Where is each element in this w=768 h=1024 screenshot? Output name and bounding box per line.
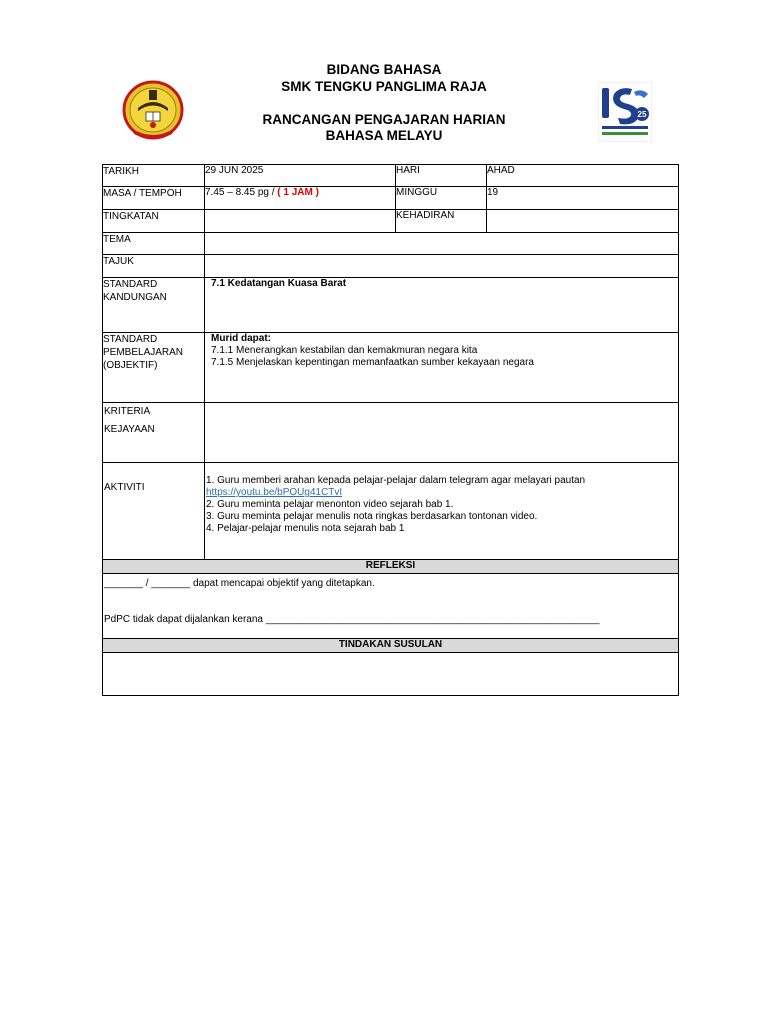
activity-item: 2. Guru meminta pelajar menonton video sejarah bab 1.: [206, 499, 454, 510]
document-title: RANCANGAN PENGAJARAN HARIAN: [262, 112, 506, 127]
activity-link[interactable]: https://youtu.be/bPOUg41CTvI: [206, 487, 343, 498]
activity-item: 4. Pelajar-pelajar menulis nota sejarah bab 1: [206, 523, 405, 534]
aktiviti-label: AKTIVITI: [103, 463, 205, 560]
kriteria-kejayaan-value: [205, 403, 679, 463]
sk-label-line: KANDUNGAN: [103, 292, 167, 303]
school-crest-icon: [122, 78, 184, 140]
masa-duration: ( 1 JAM ): [277, 187, 319, 198]
tema-value: [205, 233, 679, 255]
masa-value: [205, 187, 396, 210]
activity-item: 3. Guru meminta pelajar menulis nota ringkas berdasarkan tontonan video.: [206, 511, 538, 522]
kk-label-line: KRITERIA: [104, 406, 151, 417]
sp-label-line: (OBJEKTIF): [103, 360, 158, 371]
hari-label: HARI: [396, 165, 487, 187]
school-name: SMK TENGKU PANGLIMA RAJA: [281, 79, 487, 94]
minggu-value: 19: [487, 187, 679, 210]
anniversary-25-logo-icon: [598, 82, 652, 142]
svg-text:25: 25: [637, 110, 647, 119]
kehadiran-value: [487, 210, 679, 233]
tajuk-label: TAJUK: [103, 255, 205, 278]
activity-item: 1. Guru memberi arahan kepada pelajar-pelajar dalam telegram agar melayari pautan: [206, 475, 586, 486]
subject-title: BAHASA MELAYU: [325, 128, 443, 143]
aktiviti-value: [205, 463, 679, 560]
objective-item: 7.1.5 Menjelaskan kepentingan memanfaatkan sumber kekayaan negara: [211, 357, 534, 368]
kk-label-line: KEJAYAAN: [104, 424, 155, 435]
refleksi-content: [103, 574, 679, 639]
standard-kandungan-label: [103, 278, 205, 333]
tarikh-label: TARIKH: [103, 165, 205, 187]
kriteria-kejayaan-label: [103, 403, 205, 463]
objective-item: 7.1.1 Menerangkan kestabilan dan kemakmuran negara kita: [211, 345, 478, 356]
tindakan-susulan-content: [103, 653, 679, 696]
tarikh-value: 29 JUN 2025: [205, 165, 396, 187]
tingkatan-value: [205, 210, 396, 233]
sp-label-line: PEMBELAJARAN: [103, 347, 184, 358]
sp-label-line: STANDARD: [103, 334, 158, 345]
objective-intro: Murid dapat:: [211, 333, 271, 344]
refleksi-header: REFLEKSI: [103, 560, 679, 574]
refleksi-line: PdPC tidak dapat dijalankan kerana ____________________________________________________________: [104, 614, 600, 625]
department-title: BIDANG BAHASA: [326, 62, 442, 77]
masa-label: MASA / TEMPOH: [103, 187, 205, 210]
hari-value: AHAD: [487, 165, 679, 187]
lesson-plan-table: [102, 164, 679, 696]
standard-kandungan-value: 7.1 Kedatangan Kuasa Barat: [205, 278, 679, 333]
masa-time: 7.45 – 8.45 pg /: [205, 187, 278, 198]
tema-label: TEMA: [103, 233, 205, 255]
standard-pembelajaran-label: [103, 333, 205, 403]
refleksi-line: _______ / _______ dapat mencapai objektif yang ditetapkan.: [104, 578, 375, 589]
tingkatan-label: TINGKATAN: [103, 210, 205, 233]
tindakan-susulan-header: TINDAKAN SUSULAN: [103, 639, 679, 653]
tajuk-value: [205, 255, 679, 278]
kehadiran-label: KEHADIRAN: [396, 210, 487, 233]
standard-pembelajaran-value: [205, 333, 679, 403]
sk-label-line: STANDARD: [103, 279, 158, 290]
minggu-label: MINGGU: [396, 187, 487, 210]
